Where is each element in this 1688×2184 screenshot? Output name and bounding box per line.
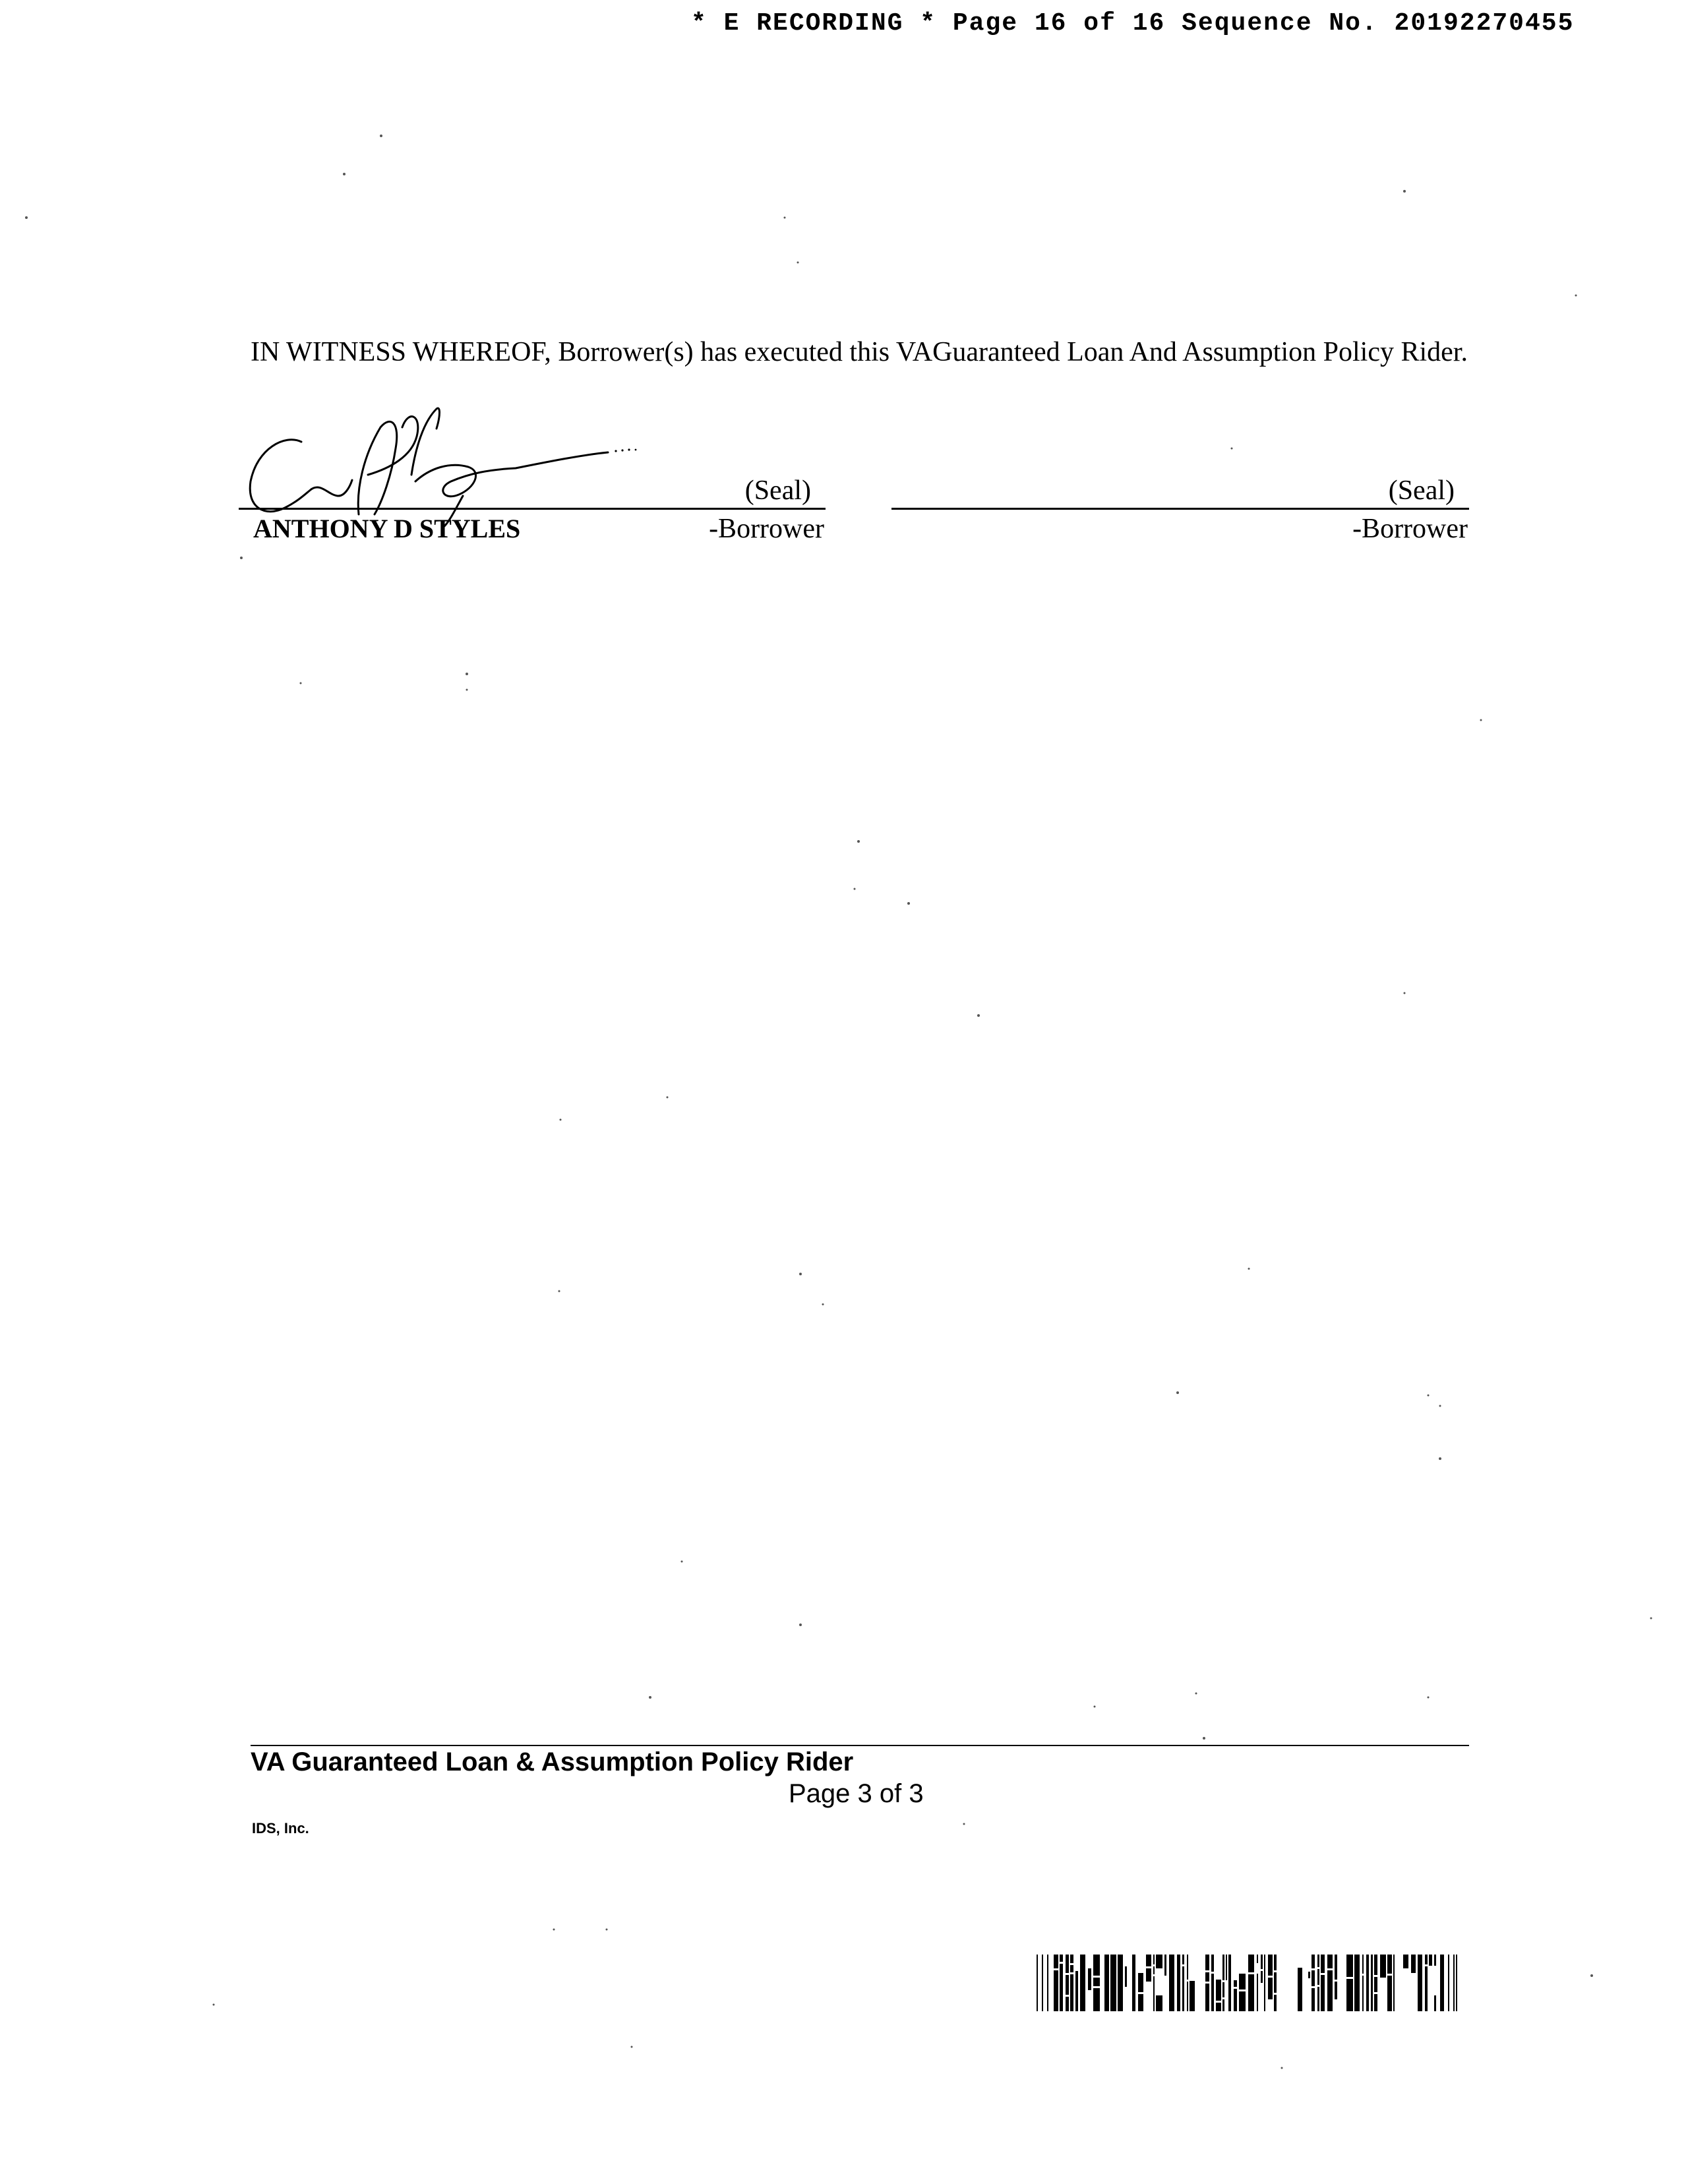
document-barcode bbox=[1037, 1955, 1461, 2011]
borrower-role-label: -Borrower bbox=[1352, 514, 1468, 544]
seal-label: (Seal) bbox=[744, 475, 811, 506]
signature-block-borrower-2 bbox=[891, 396, 1469, 554]
signature-block-borrower-1 bbox=[239, 396, 826, 554]
signature-line bbox=[891, 508, 1469, 510]
vendor-label: IDS, Inc. bbox=[252, 1820, 309, 1836]
borrower-role-label: -Borrower bbox=[709, 514, 824, 544]
page-number: Page 3 of 3 bbox=[789, 1779, 924, 1808]
witness-clause: IN WITNESS WHEREOF, Borrower(s) has executed this VAGuaranteed Loan And Assumption Policy Rider. bbox=[251, 337, 1468, 367]
recording-stamp: * E RECORDING * Page 16 of 16 Sequence No. 20192270455 bbox=[691, 9, 1575, 38]
signature-line bbox=[239, 508, 826, 510]
borrower-name: ANTHONY D STYLES bbox=[253, 514, 521, 543]
footer-divider bbox=[251, 1745, 1469, 1746]
seal-label: (Seal) bbox=[1388, 475, 1455, 506]
form-title: VA Guaranteed Loan & Assumption Policy Rider bbox=[251, 1747, 854, 1776]
